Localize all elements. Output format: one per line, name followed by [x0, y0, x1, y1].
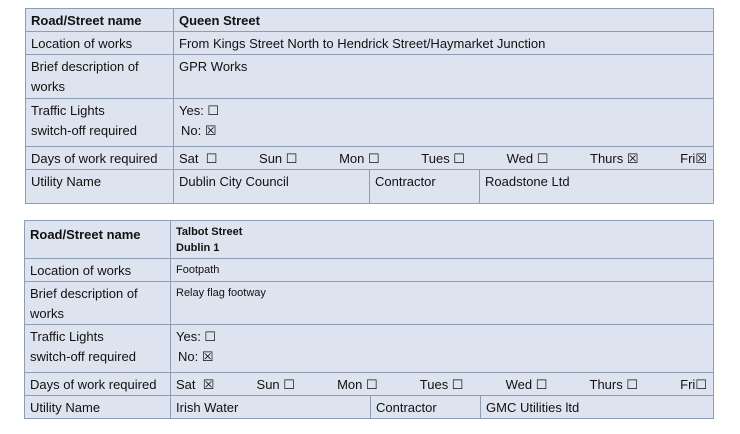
traffic-lights-label: [26, 99, 174, 147]
days-list: [179, 149, 707, 169]
description-label-line2: works: [30, 306, 64, 321]
day-thurs: Thurs ☒: [590, 151, 639, 166]
location-label: Location of works: [25, 259, 171, 282]
days-value: [174, 147, 714, 170]
utility-label: Utility Name: [25, 396, 171, 419]
day-wed: Wed ☐: [506, 151, 549, 166]
contractor-label: Contractor: [371, 396, 481, 419]
description-label-line1: Brief description of: [30, 286, 138, 301]
day-fri: Fri☒: [680, 151, 707, 166]
road-label: Road/Street name: [26, 9, 174, 32]
traffic-lights-value: [171, 325, 714, 373]
traffic-lights-label: [25, 325, 171, 373]
utility-value: Irish Water: [171, 396, 371, 419]
description-label: [26, 55, 174, 99]
days-list: [176, 375, 707, 395]
day-tues: Tues ☐: [421, 151, 465, 166]
road-value: [171, 221, 714, 259]
contractor-value: Roadstone Ltd: [480, 170, 714, 204]
days-value: [171, 373, 714, 396]
road-value-line2: Dublin 1: [176, 242, 220, 254]
location-value: Footpath: [171, 259, 714, 282]
traffic-yes-checkbox: Yes: ☐: [179, 103, 220, 118]
road-label: Road/Street name: [25, 221, 171, 259]
contractor-label: Contractor: [370, 170, 480, 204]
road-value: Queen Street: [174, 9, 714, 32]
day-wed: Wed ☐: [505, 377, 548, 392]
traffic-lights-value: [174, 99, 714, 147]
description-label-line1: Brief description of: [31, 59, 139, 74]
location-label: Location of works: [26, 32, 174, 55]
traffic-no-checkbox: No: ☒: [181, 123, 217, 138]
day-fri: Fri☐: [680, 377, 707, 392]
location-value: From Kings Street North to Hendrick Street/Haymarket Junction: [174, 32, 714, 55]
day-mon: Mon ☐: [337, 377, 378, 392]
traffic-label-line2: switch-off required: [31, 123, 137, 138]
traffic-label-line1: Traffic Lights: [31, 103, 105, 118]
days-label: Days of work required: [25, 373, 171, 396]
traffic-label-line2: switch-off required: [30, 349, 136, 364]
day-mon: Mon ☐: [339, 151, 380, 166]
day-sat: Sat ☒: [176, 377, 215, 392]
day-sat: Sat ☐: [179, 151, 218, 166]
description-label-line2: works: [31, 79, 65, 94]
days-label: Days of work required: [26, 147, 174, 170]
day-sun: Sun ☐: [256, 377, 295, 392]
day-tues: Tues ☐: [419, 377, 464, 392]
description-label: [25, 282, 171, 325]
works-table-talbot-street: [24, 220, 714, 419]
works-table-queen-street: [25, 8, 714, 204]
utility-value: Dublin City Council: [174, 170, 370, 204]
traffic-label-line1: Traffic Lights: [30, 329, 104, 344]
day-sun: Sun ☐: [259, 151, 298, 166]
day-thurs: Thurs ☐: [589, 377, 639, 392]
road-value-line1: Talbot Street: [176, 226, 243, 238]
utility-label: Utility Name: [26, 170, 174, 204]
description-value: Relay flag footway: [171, 282, 714, 325]
contractor-value: GMC Utilities ltd: [481, 396, 714, 419]
traffic-no-checkbox: No: ☒: [178, 349, 214, 364]
description-value: GPR Works: [174, 55, 714, 99]
traffic-yes-checkbox: Yes: ☐: [176, 329, 217, 344]
